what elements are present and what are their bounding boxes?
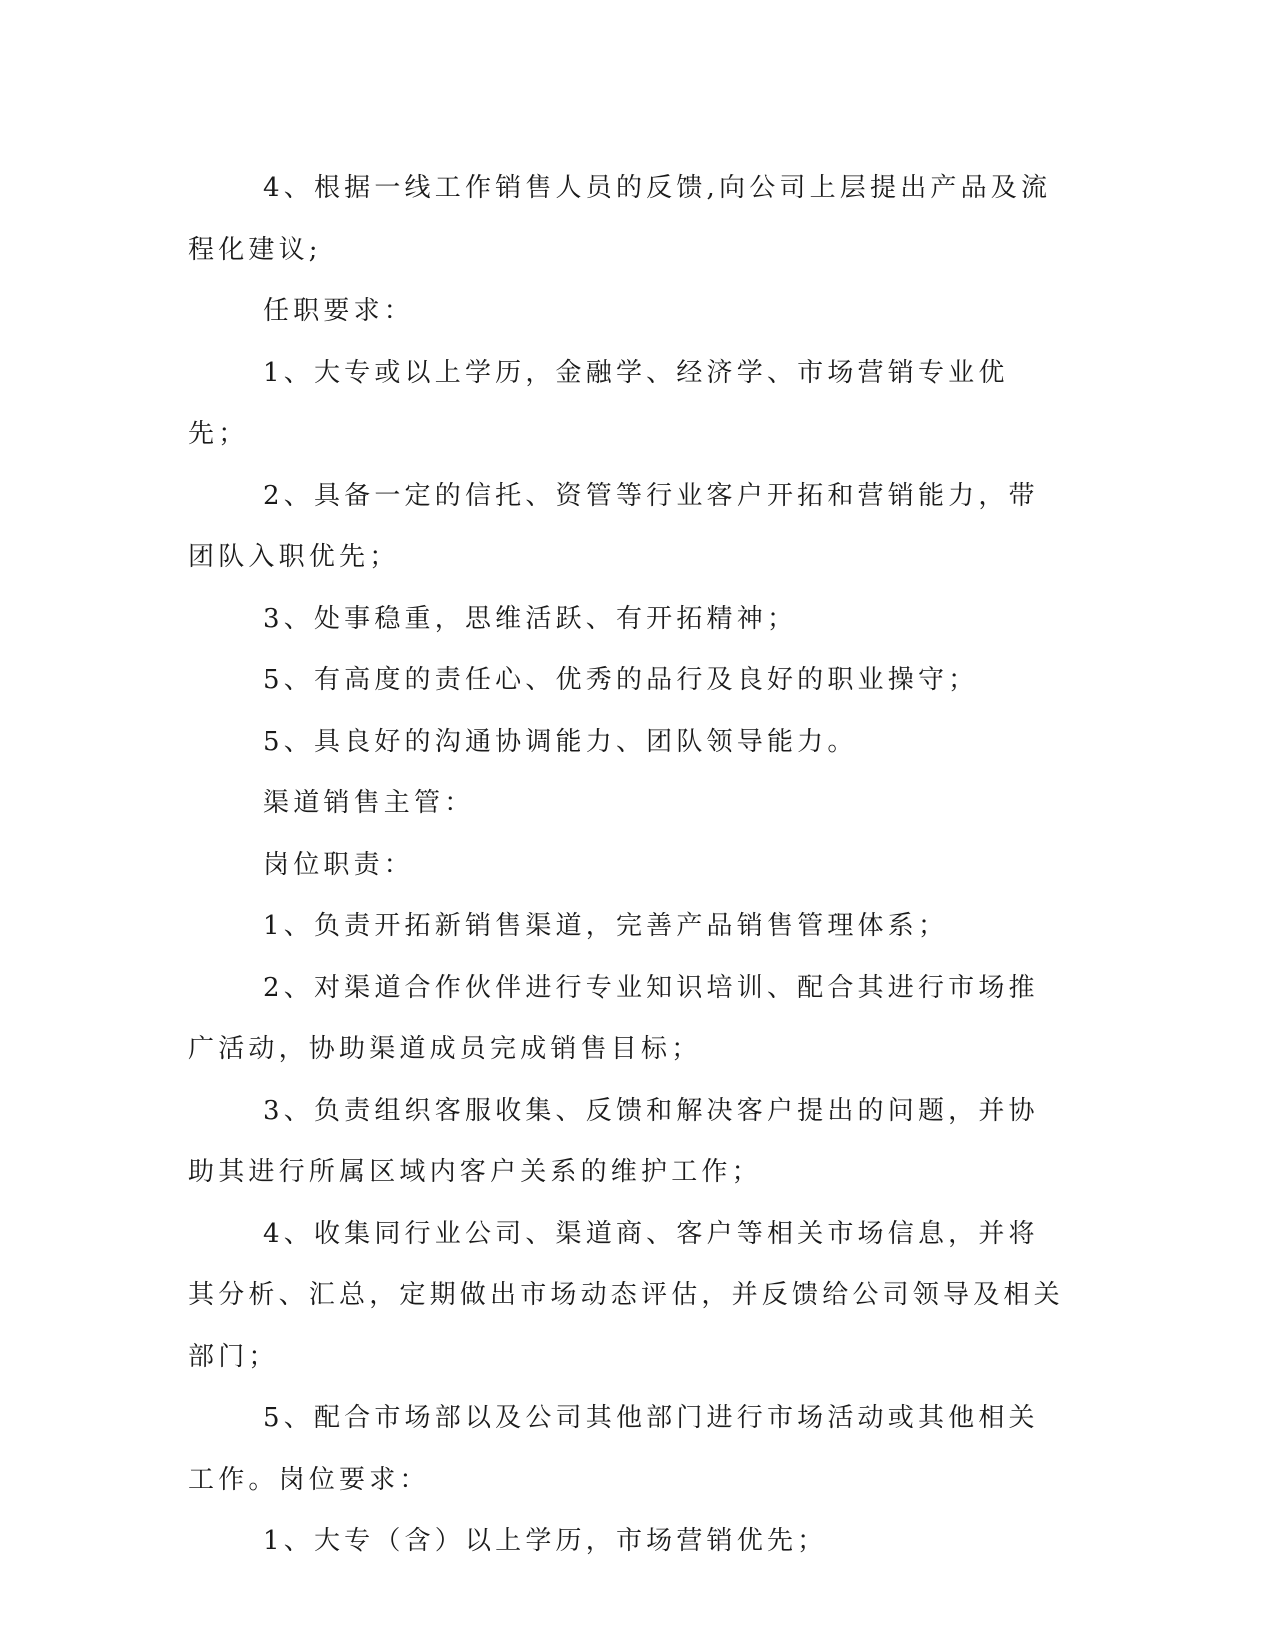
- paragraph: 2、具备一定的信托、资管等行业客户开拓和营销能力，带团队入职优先；: [188, 480, 1039, 572]
- paragraph: 5、具良好的沟通协调能力、团队领导能力。: [263, 726, 858, 757]
- paragraph: 1、负责开拓新销售渠道，完善产品销售管理体系；: [263, 911, 949, 941]
- paragraph: 2、对渠道合作伙伴进行专业知识培训、配合其进行市场推广活动，协助渠道成员完成销售目标；: [188, 972, 1039, 1064]
- document-body: [188, 158, 1068, 1573]
- paragraph: 4、根据一线工作销售人员的反馈,向公司上层提出产品及流程化建议;: [188, 173, 1052, 265]
- paragraph: 3、负责组织客服收集、反馈和解决客户提出的问题，并协助其进行所属区域内客户关系的维护工作；: [188, 1095, 1039, 1187]
- paragraph: 4、收集同行业公司、渠道商、客户等相关市场信息，并将其分析、汇总，定期做出市场动态评估，并反馈给公司领导及相关部门；: [188, 1218, 1064, 1372]
- paragraph: 5、有高度的责任心、优秀的品行及良好的职业操守；: [263, 665, 979, 695]
- paragraph: 1、大专（含）以上学历，市场营销优先；: [263, 1526, 828, 1556]
- section-heading: 渠道销售主管：: [263, 788, 475, 818]
- paragraph: 任职要求：: [263, 296, 415, 326]
- paragraph: 5、配合市场部以及公司其他部门进行市场活动或其他相关工作。岗位要求：: [188, 1403, 1039, 1495]
- paragraph: 1、大专或以上学历，金融学、经济学、市场营销专业优先；: [188, 357, 1009, 449]
- paragraph: 岗位职责：: [263, 849, 415, 880]
- paragraph: 3、处事稳重，思维活跃、有开拓精神；: [263, 603, 798, 634]
